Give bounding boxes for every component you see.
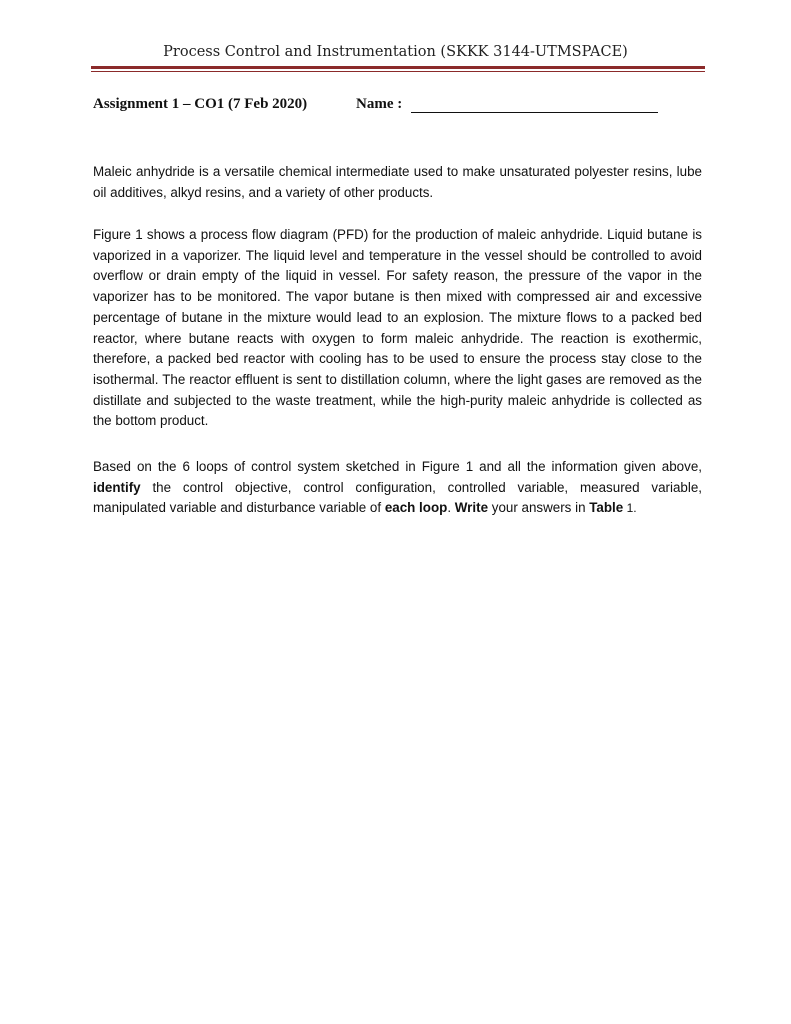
name-blank-line (411, 112, 658, 113)
task-text-5: 1. (623, 501, 637, 516)
header-rule-thin (91, 71, 705, 72)
task-emphasis-identify: identify (93, 479, 141, 495)
page-header-title: Process Control and Instrumentation (SKKK 3144-UTMSPACE) (163, 44, 628, 60)
name-label: Name : (356, 96, 403, 112)
task-text-1: Based on the 6 loops of control system sketched in Figure 1 and all the information given above, (93, 459, 702, 474)
task-text-3: . (447, 500, 455, 516)
task-emphasis-table: Table (589, 500, 624, 516)
task-emphasis-each-loop: each loop (384, 500, 448, 516)
header-rule-thick (91, 66, 705, 69)
assignment-line (93, 96, 403, 113)
task-emphasis-write: Write (454, 500, 489, 516)
process-description-paragraph: Figure 1 shows a process flow diagram (PFD) for the production of maleic anhydride. Liquid butane is vaporized in a vaporizer. The liquid level and temperature in the vessel should be controlled to avoid overflow or drain empty of the liquid in vessel. For safety reason, the pressure of the vapor in the vaporizer has to be monitored. The vapor butane is then mixed with compressed air and excessive percentage of butane in the mixture would lead to an explosion. The mixture flows to a packed bed reactor, where butane reacts with oxygen to form maleic anhydride. The reaction is exothermic, therefore, a packed bed reactor with cooling has to be used to ensure the process stay close to the isothermal. The reactor effluent is sent to distillation column, where the light gases are removed as the distillate and subjected to the waste treatment, while the high-purity maleic anhydride is collected as the bottom product. (93, 227, 702, 429)
task-text-2: the control objective, control configuration, controlled variable, measured variable, manipulated variable and disturbance variable of (93, 479, 702, 516)
assignment-label: Assignment 1 – CO1 (7 Feb 2020) (93, 96, 308, 112)
task-instruction-paragraph (93, 457, 702, 519)
intro-paragraph: Maleic anhydride is a versatile chemical intermediate used to make unsaturated polyester resins, lube oil additives, alkyd resins, and a variety of other products. (93, 164, 702, 200)
task-text-4: your answers in (488, 500, 590, 516)
